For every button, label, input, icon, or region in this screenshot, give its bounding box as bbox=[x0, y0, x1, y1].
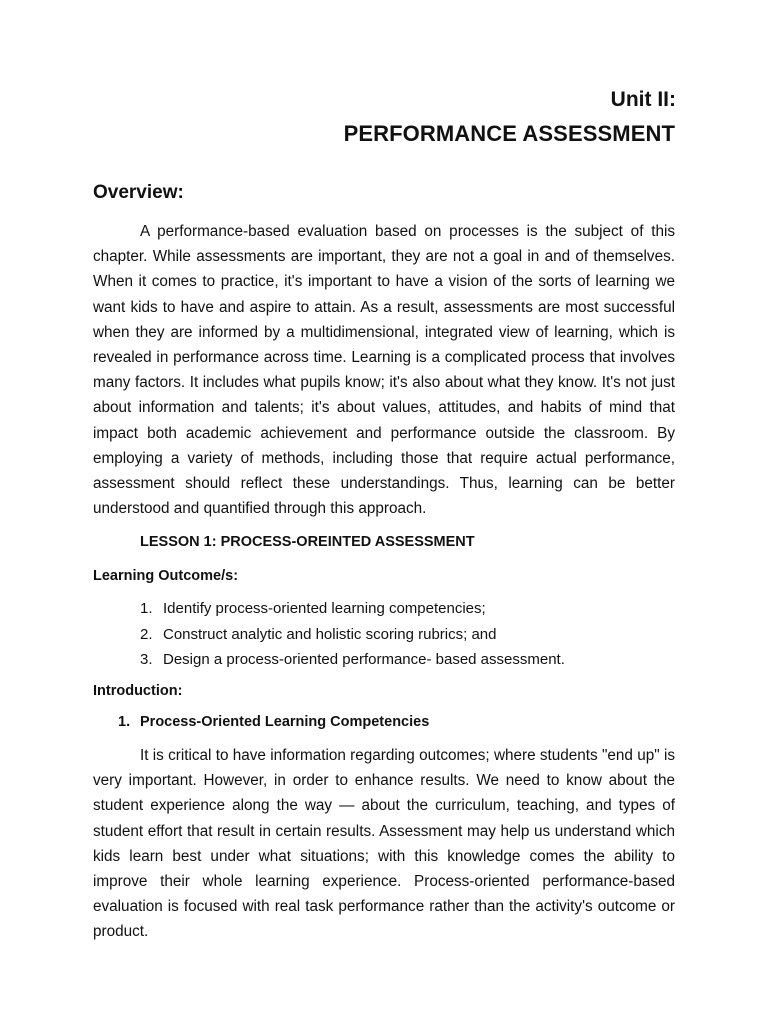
list-item-number: 1. bbox=[140, 600, 153, 617]
list-item bbox=[140, 596, 565, 622]
section-heading bbox=[118, 712, 429, 732]
list-item-text: Identify process-oriented learning competencies; bbox=[163, 600, 486, 617]
section-title: Process-Oriented Learning Competencies bbox=[140, 714, 430, 730]
list-item-text: Design a process-oriented performance- based assessment. bbox=[163, 651, 565, 668]
list-item-number: 2. bbox=[140, 625, 153, 643]
list-item-number: 3. bbox=[140, 651, 153, 668]
lesson-heading: LESSON 1: PROCESS-OREINTED ASSESSMENT bbox=[140, 534, 475, 550]
unit-title-heading: PERFORMANCE ASSESSMENT bbox=[343, 121, 675, 146]
introduction-heading: Introduction: bbox=[93, 683, 183, 699]
list-item bbox=[140, 622, 565, 648]
list-item-text: Construct analytic and holistic scoring rubrics; and bbox=[163, 625, 497, 643]
unit-number-heading: Unit II: bbox=[610, 88, 676, 111]
overview-heading: Overview: bbox=[93, 182, 184, 203]
section-number: 1. bbox=[118, 714, 131, 730]
list-item bbox=[140, 647, 565, 673]
overview-paragraph: A performance-based evaluation based on processes is the subject of this chapter. While assessments are important, they are not a goal in and of themselves. When it comes to practice, it's important to have a vision of the sorts of learning we want kids to have and aspire to attain. As a result, assessments are most successful when they are informed by a multidimensional, integrated view of learning, which is revealed in performance across time. Learning is a complicated process that involves many factors. It includes what pupils know; it's also about what they know. It's not just about information and talents; it's about values, attitudes, and habits of mind that impact both academic achievement and performance outside the classroom. By employing a variety of methods, including those that require actual performance, assessment should reflect these understandings. Thus, learning can be better understood and quantified through this approach. bbox=[93, 223, 675, 518]
learning-outcomes-list bbox=[140, 596, 565, 673]
introduction-paragraph: It is critical to have information regarding outcomes; where students "end up" is very important. However, in order to enhance results. We need to know about the student experience along the way — about the curriculum, teaching, and types of student effort that result in certain results. Assessment may help us understand which kids learn best under what situations; with this knowledge comes the ability to improve their whole learning experience. Process-oriented performance-based evaluation is focused with real task performance rather than the activity's outcome or product. bbox=[93, 747, 675, 941]
learning-outcomes-heading: Learning Outcome/s: bbox=[93, 568, 239, 584]
